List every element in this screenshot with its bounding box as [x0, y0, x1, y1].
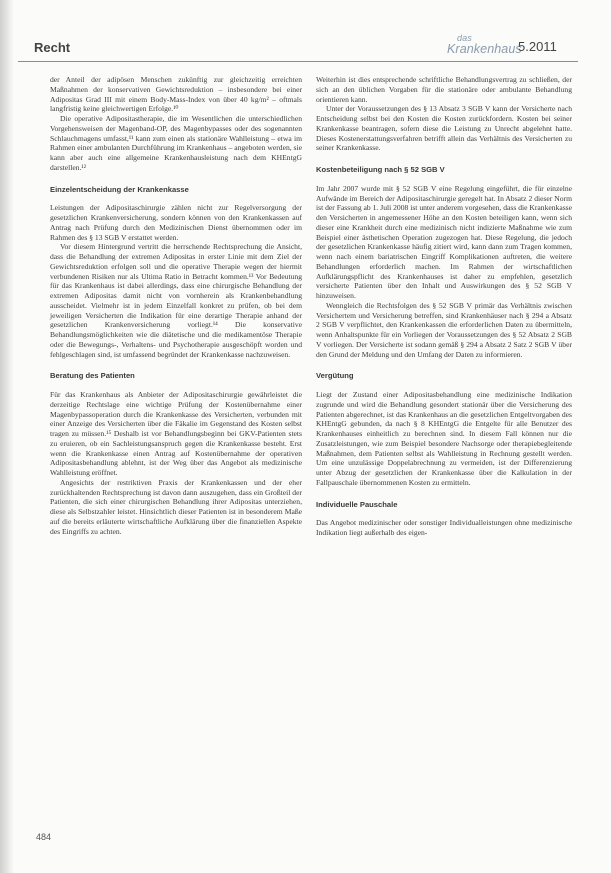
subheading: Beratung des Patienten: [50, 371, 135, 381]
left-column: [50, 75, 302, 536]
paragraph: Für das Krankenhaus als Anbieter der Adipositaschirurgie gewährleistet die derzeitige Rechtslage eine wichtige Prüfung der Kostenübernahme einer Magenbypassoperation durch die Krankenkasse des Versicherten, verbunden mit einer Anzeige des Versicherten über die Fäkalie im Gegenstand des Kosten selbst tragen zu müssen.¹⁵ Deshalb ist vor Behandlungsbeginn bei GKV-Patienten stets zu eruieren, ob ein Sachleistungsanspruch gegen die Krankenkasse besteht. Erst wenn die Krankenkasse einen Antrag auf Kostenübernahme der operativen Adipositasbehandlung ablehnt, ist der Weg über das Angebot als medizinische Wahlleistung eröffnet.: [50, 390, 302, 477]
paragraph: Wenngleich die Rechtsfolgen des § 52 SGB V primär das Verhältnis zwischen Versichertem und Versicherung betreffen, sind Krankenhäuser nach § 294 a Absatz 2 SGB V verpflichtet, den Krankenkassen die erforderlichen Daten zu übermitteln, wenn Anhaltspunkte für ein Vorliegen der Voraussetzungen des § 52 Absatz 2 SGB V vorliegen. Der Versicherte ist sodann gemäß § 294 a Absatz 2 Satz 2 SGB V über den Grund der Meldung und den Umfang der Daten zu informieren.: [316, 300, 572, 359]
journal-logo-main: Krankenhaus: [447, 42, 522, 56]
paragraph: Angesichts der restriktiven Praxis der Krankenkassen und der eher zurückhaltenden Rechtsprechung ist davon dann auszugehen, dass ein Großteil der Patienten, die sich einer chirurgischen Behandlung ihrer Adipositas unterziehen, diese als Selbstzahler leistet. Hinsichtlich dieser Patienten ist in besonderem Maße auf die bereits erläuterte wirtschaftliche Aufklärung über die finanziellen Aspekte des Eingriffs zu achten.: [50, 477, 302, 536]
scan-binding-shadow: [0, 0, 14, 873]
paragraph: Die operative Adipositastherapie, die im Wesentlichen die unterschiedlichen Vorgehensweisen der Magenband-OP, des Magenbypasses oder des sogenannten Schlauchmagens umfasst,¹¹ kann zum einen als stationäre Wahlleistung – etwa im Rahmen einer ambulanten Durchführung im Krankenhaus – angeboten werden, sie kann aber auch eine allgemeine Krankenhausleistung nach dem KHEntgG darstellen.¹²: [50, 114, 302, 172]
paragraph: Das Angebot medizinischer oder sonstiger Individualleistungen ohne medizinische Indikation liegt außerhalb des eigen-: [316, 518, 572, 537]
paragraph: Im Jahr 2007 wurde mit § 52 SGB V eine Regelung eingeführt, die für einzelne Aufwände im Bereich der Adipositaschirurgie geregelt hat. In Absatz 2 dieser Norm ist der Fassung ab 1. Juli 2008 ist unter anderem vorgesehen, dass die Krankenkasse den Versicherten in angemessener Höhe an den Kosten beteiligen kann, wenn sich dieser eine Krankheit durch eine medizinisch nicht indizierte Maßnahme wie zum Beispiel einer ästhetischen Operation zugezogen hat. Diese Regelung, die jedoch der gesetzlichen Krankenkasse häufig zitiert wird, kann dann zum Tragen kommen, wenn nach einem bariatrischen Eingriff Komplikationen auftreten, die weitere Behandlungen erforderlich machen. Im Rahmen der wirtschaftlichen Aufklärungspflicht des Krankenhauses ist daher zu empfehlen, gesetzlich versicherte Patienten über den Inhalt und Auswirkungen des § 52 SGB V hinzuweisen.: [316, 183, 572, 300]
subheading: Einzelentscheidung der Krankenkasse: [50, 184, 189, 194]
section-title: Recht: [34, 40, 71, 55]
issue-number: 5.2011: [518, 39, 557, 54]
subheading: Vergütung: [316, 371, 354, 381]
paragraph: Unter der Voraussetzungen des § 13 Absatz 3 SGB V kann der Versicherte nach Entscheidung selbst bei den Kosten die Kosten zurückfordern. Kosten bei seiner Krankenkasse beantragen, sofern diese die Leistung zu Unrecht abgelehnt hatte. Dieses Kostenerstattungsverfahren betrifft allein das Verhältnis des Versicherten zu seiner Krankenkasse.: [316, 104, 572, 153]
journal-logo: [447, 33, 522, 55]
subheading: Kostenbeteiligung nach § 52 SGB V: [316, 165, 445, 174]
paragraph: der Anteil der adipösen Menschen zukünftig zur gleichzeitig erreichten Maßnahmen der konservativen Gewichtsreduktion – insbesondere bei einer Adipositas Grad III mit einem Body-Mass-Index von über 40 kg/m² – oftmals langfristig keine gleichwertigen Erfolge.¹⁰: [50, 75, 302, 114]
journal-logo-small: das: [457, 33, 472, 43]
page-number: 484: [36, 832, 52, 842]
paragraph: Leistungen der Adipositaschirurgie zählen nicht zur Regelversorgung der gesetzlichen Krankenversicherung, sondern können von den Krankenkassen auf Antrag nach Prüfung durch den Medizinischen Dienst übernommen oder im Rahmen des § 13 SGB V erstattet werden.: [50, 203, 302, 242]
subheading: Individuelle Pauschale: [316, 499, 398, 509]
paragraph: Weiterhin ist dies entsprechende schriftliche Behandlungsvertrag zu schließen, der sich an den üblichen Vorgaben für die stationäre oder ambulante Behandlung orientieren kann.: [316, 75, 572, 104]
paragraph: Liegt der Zustand einer Adipositasbehandlung eine medizinische Indikation zugrunde und wird die Behandlung gesondert stationär über die Versicherung des Patienten abgerechnet, ist das Krankenhaus an die gesetzlichen Entgeltvorgaben des KHEntgG gebunden, da nach § 8 KHEntgG die Entgelte für alle Benutzer des Krankenhauses einheitlich zu berechnen sind. In diesem Fall können nur die Zusatzleistungen, wie zum Beispiel besondere Nachsorge oder therapiebegleitende Maßnahmen, dem Patienten selbst als Wahlleistung in Rechnung gestellt werden. Um eine unzulässige Doppelabrechnung zu vermeiden, ist der Differenzierung unter Abzug der gesetzlichen der Krankenkasse über die Kalkulation in der Fallpauschale übernommenen Kosten zu ermitteln.: [316, 390, 572, 487]
right-column: [316, 75, 572, 538]
paragraph: Vor diesem Hintergrund vertritt die herrschende Rechtsprechung die Ansicht, dass die Behandlung der extremen Adipositas in erster Linie mit dem Ziel der Gewichtsreduktion erfolgen soll und die operative Therapie wegen der hiermit verbundenen Risiken nur als Ultima Ratio in Betracht kommen.¹³ Vor Bedeutung für das Krankenhaus ist dabei allerdings, dass eine chirurgische Behandlung der extremen Adipositas damit nicht von vornherein als Krankenbehandlung ausscheidet. Vielmehr ist in jedem Einzelfall konkret zu prüfen, ob bei dem jeweiligen Versicherten die Indikation für eine derartige Therapie anhand der gesetzlichen Krankenversicherung vorliegt.¹⁴ Die konservative Behandlungsmöglichkeiten wie die diätetische und die medikamentöse Therapie oder die Bewegungs-, Verhaltens- und Psychotherapie ausgeschöpft worden und fehlgeschlagen sind, ist umfassend begründet der Krankenkasse nachzuweisen.: [50, 242, 302, 359]
